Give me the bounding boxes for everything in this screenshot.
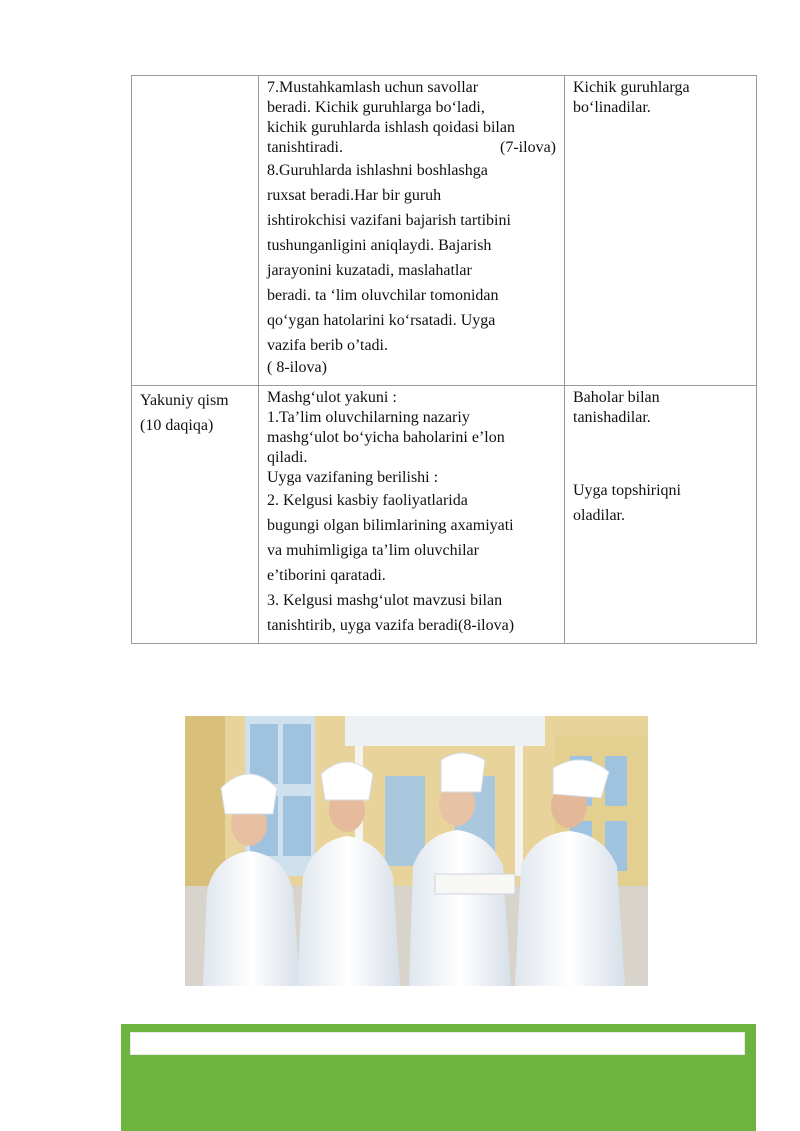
text-line: beradi. Kichik guruhlarga bo‘ladi,	[267, 99, 485, 116]
text-line: bo‘linadilar.	[573, 99, 651, 116]
spacer	[573, 428, 748, 478]
text-line: qo‘ygan hatolarini ko‘rsatadi. Uyga	[267, 312, 496, 329]
table-row	[132, 386, 757, 644]
student-activity-cell	[565, 386, 757, 644]
text-line: (10 daqiqa)	[140, 417, 214, 434]
student-activity-cell	[565, 76, 757, 386]
text-line: ( 8-ilova)	[267, 359, 327, 376]
lesson-plan-table	[131, 75, 757, 644]
stage-cell	[132, 386, 259, 644]
text-fragment: tanishtiradi.	[267, 139, 343, 156]
text-line: ishtirokchisi vazifani bajarish tartibini	[267, 212, 511, 229]
stage-cell	[132, 76, 259, 386]
text-line: bugungi olgan bilimlarining axamiyati	[267, 517, 514, 534]
text-line: jarayonini kuzatadi, maslahatlar	[267, 262, 472, 279]
nurses-photo-illustration	[185, 716, 648, 986]
text-line: 7.Mustahkamlash uchun savollar	[267, 79, 479, 96]
table-row	[132, 76, 757, 386]
white-strip	[130, 1032, 745, 1055]
text-line: Uyga vazifaning berilishi :	[267, 469, 439, 486]
green-footer-box	[121, 1024, 756, 1131]
text-line: Baholar bilan	[573, 389, 660, 406]
text-line: tanishtirib, uyga vazifa beradi(8-ilova)	[267, 617, 515, 634]
text-line: 8.Guruhlarda ishlashni boshlashga	[267, 162, 488, 179]
text-line: Mashg‘ulot yakuni :	[267, 389, 397, 406]
text-line: 3. Kelgusi mashg‘ulot mavzusi bilan	[267, 592, 503, 609]
text-line: Yakuniy qism	[140, 392, 229, 409]
teacher-activity-cell	[259, 386, 565, 644]
nurses-photo	[185, 716, 648, 986]
text-line: 1.Ta’lim oluvchilarning nazariy	[267, 409, 470, 426]
text-line: Uyga topshiriqni	[573, 482, 681, 499]
text-line: 2. Kelgusi kasbiy faoliyatlarida	[267, 492, 468, 509]
text-line: qiladi.	[267, 449, 308, 466]
teacher-activity-cell	[259, 76, 565, 386]
text-line: ruxsat beradi.Har bir guruh	[267, 187, 442, 204]
text-line: oladilar.	[573, 507, 625, 524]
text-line: va muhimligiga ta’lim oluvchilar	[267, 542, 479, 559]
text-line: beradi. ta ‘lim oluvchilar tomonidan	[267, 287, 499, 304]
text-line: tanishadilar.	[573, 409, 651, 426]
text-line: Kichik guruhlarga	[573, 79, 690, 96]
appendix-ref: (7-ilova)	[500, 139, 556, 156]
text-line: kichik guruhlarda ishlash qoidasi bilan	[267, 119, 515, 136]
text-line: tushunganligini aniqlaydi. Bajarish	[267, 237, 492, 254]
text-line-with-ref	[267, 138, 556, 158]
text-line: vazifa berib o’tadi.	[267, 337, 388, 354]
text-line: mashg‘ulot bo‘yicha baholarini e’lon	[267, 429, 505, 446]
text-line: e’tiborini qaratadi.	[267, 567, 386, 584]
